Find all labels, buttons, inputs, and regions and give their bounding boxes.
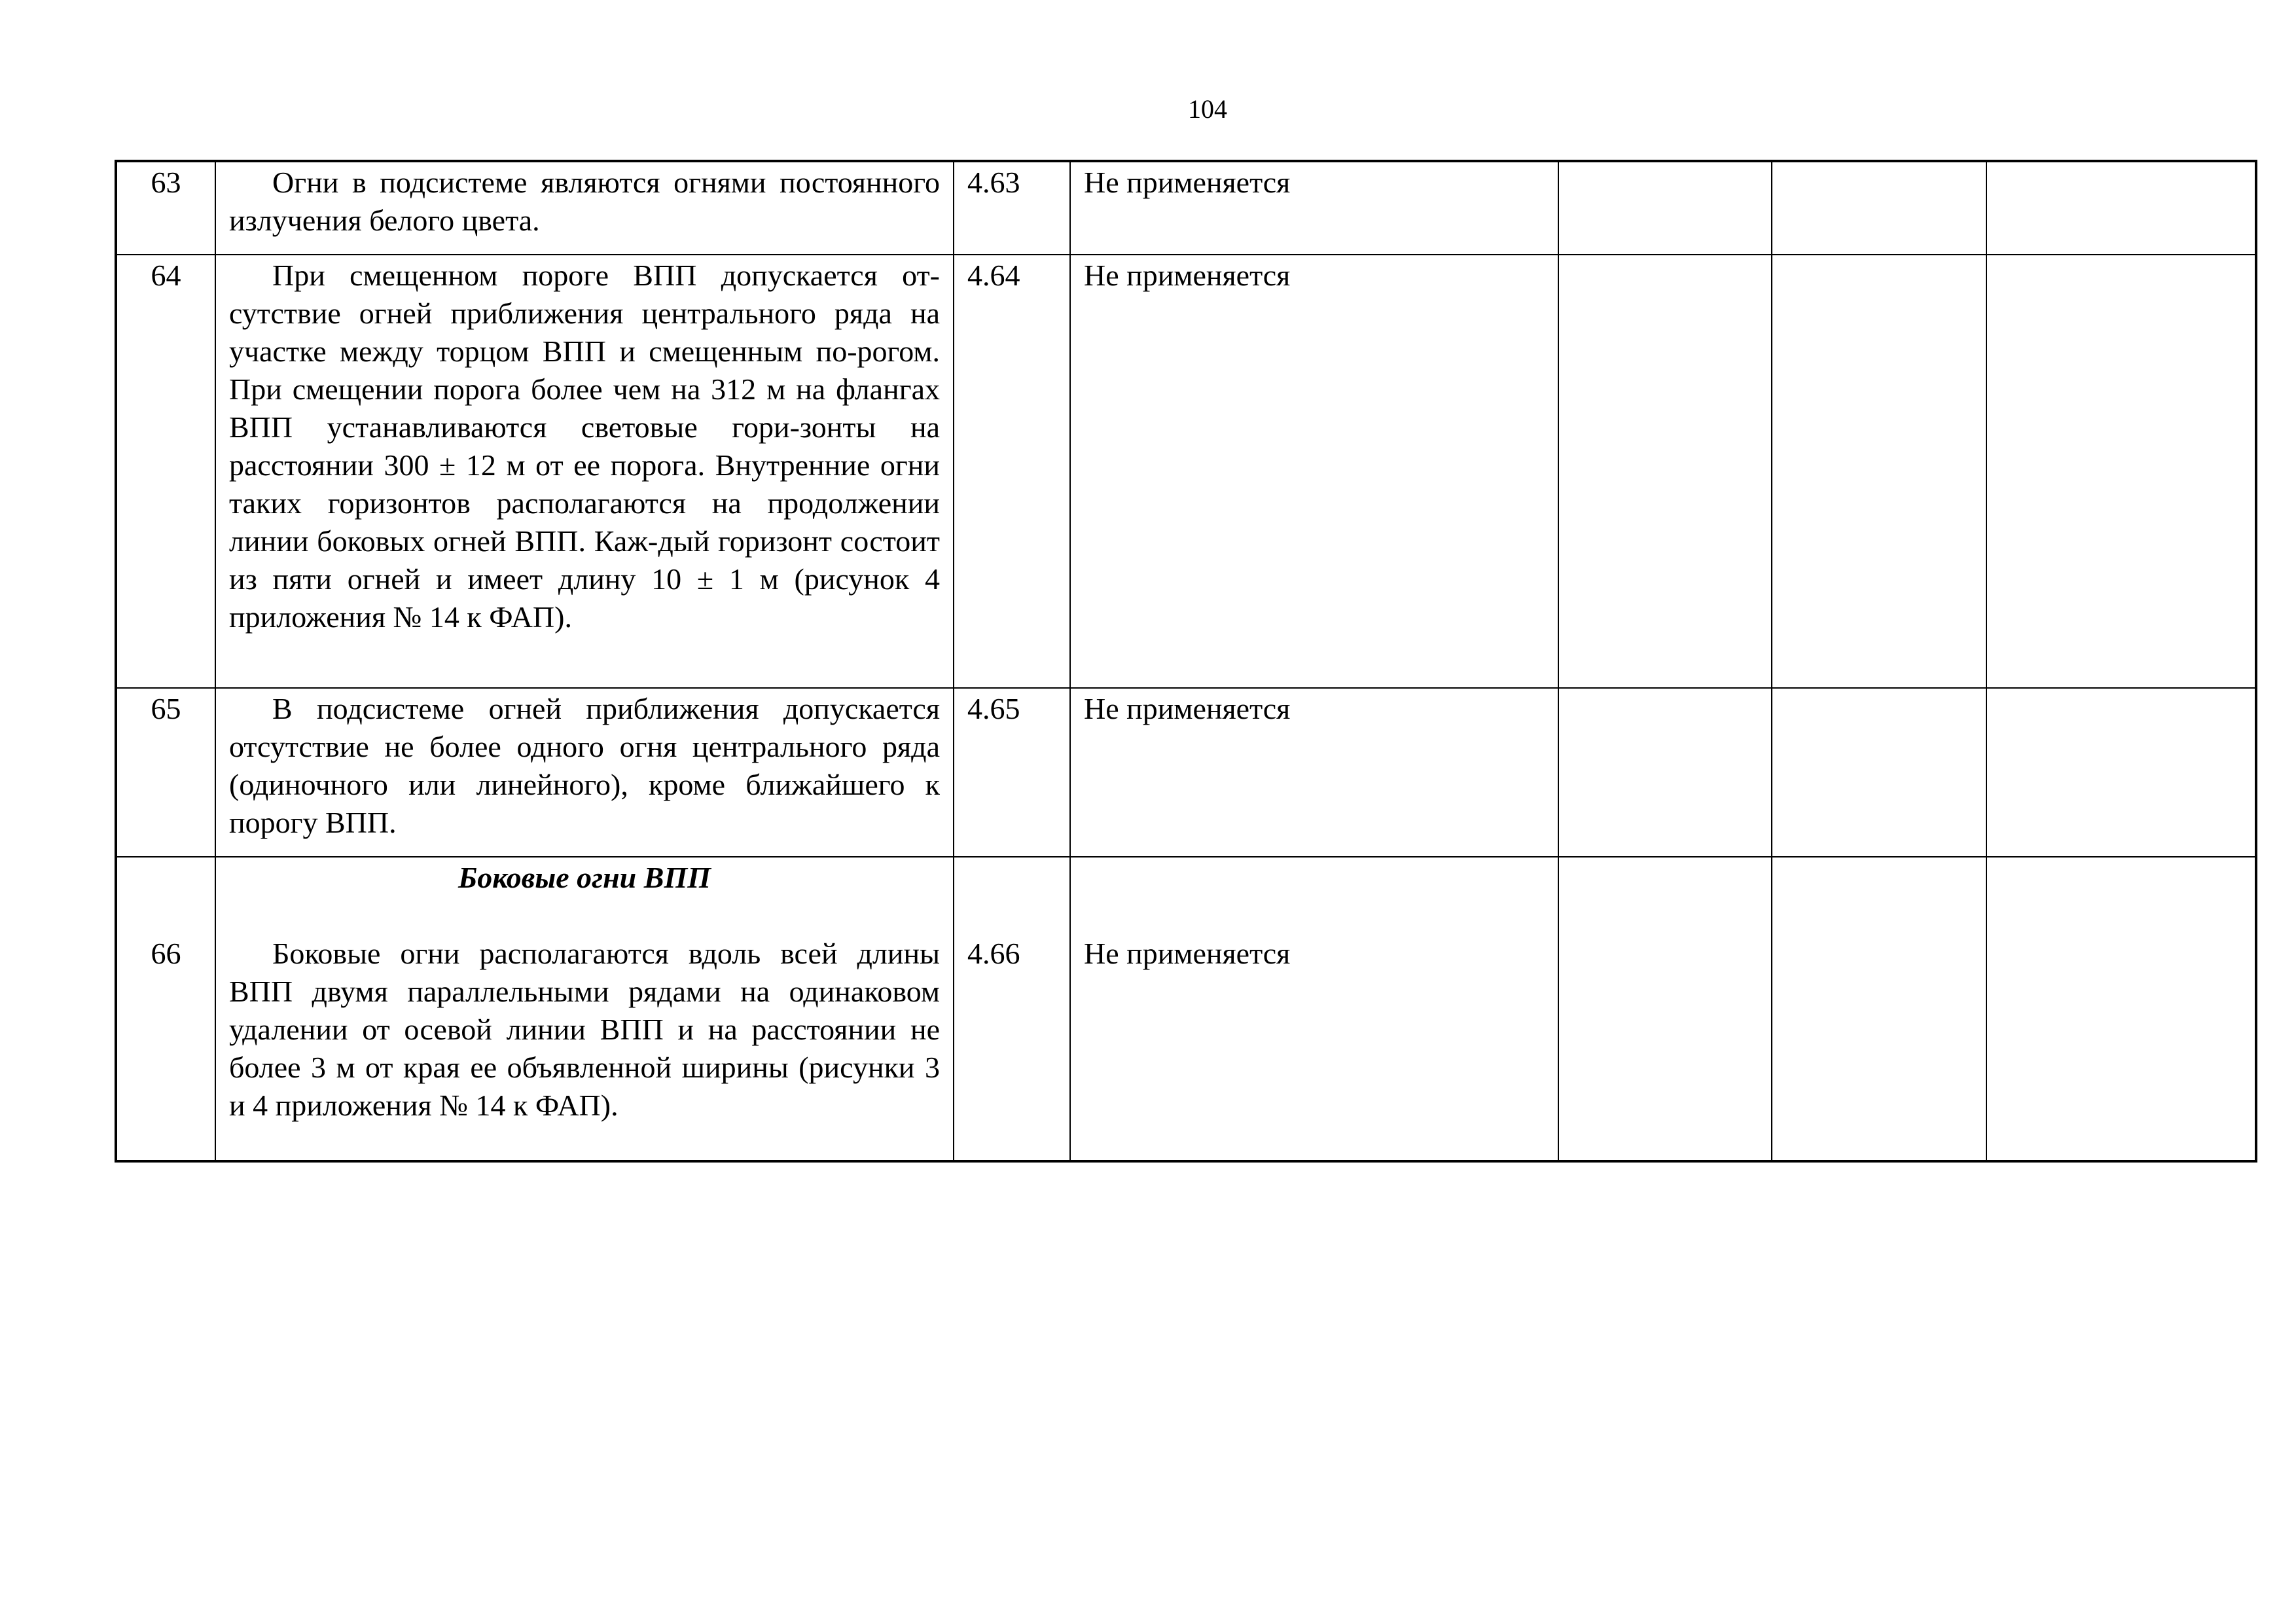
row-number: 63 <box>116 161 215 255</box>
heading-spacer <box>130 859 202 935</box>
reference-text: 4.66 <box>967 937 1020 970</box>
requirement-cell <box>215 688 954 857</box>
empty-cell <box>1986 688 2256 857</box>
table-row <box>116 688 2256 857</box>
status-cell: Не применяется <box>1070 688 1558 857</box>
heading-spacer <box>967 859 1056 935</box>
reference-cell <box>954 857 1070 1161</box>
empty-cell <box>1772 255 1986 688</box>
row-number: 64 <box>116 255 215 688</box>
empty-cell <box>1986 161 2256 255</box>
section-heading: Боковые огни ВПП <box>457 861 711 894</box>
reference-cell: 4.63 <box>954 161 1070 255</box>
empty-cell <box>1558 857 1772 1161</box>
table-row <box>116 161 2256 255</box>
status-cell: Не применяется <box>1070 161 1558 255</box>
requirement-cell <box>215 857 954 1161</box>
status-cell: Не применяется <box>1070 255 1558 688</box>
requirements-table <box>115 160 2257 1163</box>
heading-spacer <box>1084 859 1545 935</box>
page-number: 104 <box>1188 94 1227 124</box>
status-text: Не применяется <box>1084 937 1291 970</box>
requirement-text: Огни в подсистеме являются огнями постоянного излучения белого цвета. <box>229 166 940 237</box>
empty-cell <box>1986 255 2256 688</box>
requirement-text: В подсистеме огней приближения допускается отсутствие не более одного огня центрального ряда (одиночного или линейного), кроме ближайшего к порогу ВПП. <box>229 692 940 839</box>
table-row <box>116 857 2256 1161</box>
requirement-cell <box>215 255 954 688</box>
reference-cell: 4.65 <box>954 688 1070 857</box>
row-number: 65 <box>116 688 215 857</box>
requirement-text: При смещенном пороге ВПП допускается от-сутствие огней приближения центрального ряда на участке между торцом ВПП и смещенным по-рогом. При смещении порога более чем на 312 м на флангах ВПП устанавливаются световые гори-зонты на расстоянии 300 ± 12 м от ее порога. Внутренние огни таких горизонтов располагаются на продолжении линии боковых огней ВПП. Каж-дый горизонт состоит из пяти огней и имеет длину 10 ± 1 м (рисунок 4 приложения № 14 к ФАП). <box>229 259 940 634</box>
row-number-text: 66 <box>151 937 181 970</box>
empty-cell <box>1558 161 1772 255</box>
requirement-text: Боковые огни располагаются вдоль всей длины ВПП двумя параллельными рядами на одинаковом удалении от осевой линии ВПП и на расстоянии не более 3 м от края ее объявленной ширины (рисунки 3 и 4 приложения № 14 к ФАП). <box>229 937 940 1122</box>
empty-cell <box>1558 255 1772 688</box>
empty-cell <box>1986 857 2256 1161</box>
row-number <box>116 857 215 1161</box>
status-cell <box>1070 857 1558 1161</box>
requirement-cell <box>215 161 954 255</box>
empty-cell <box>1772 161 1986 255</box>
reference-cell: 4.64 <box>954 255 1070 688</box>
empty-cell <box>1772 857 1986 1161</box>
empty-cell <box>1772 688 1986 857</box>
empty-cell <box>1558 688 1772 857</box>
table-row <box>116 255 2256 688</box>
